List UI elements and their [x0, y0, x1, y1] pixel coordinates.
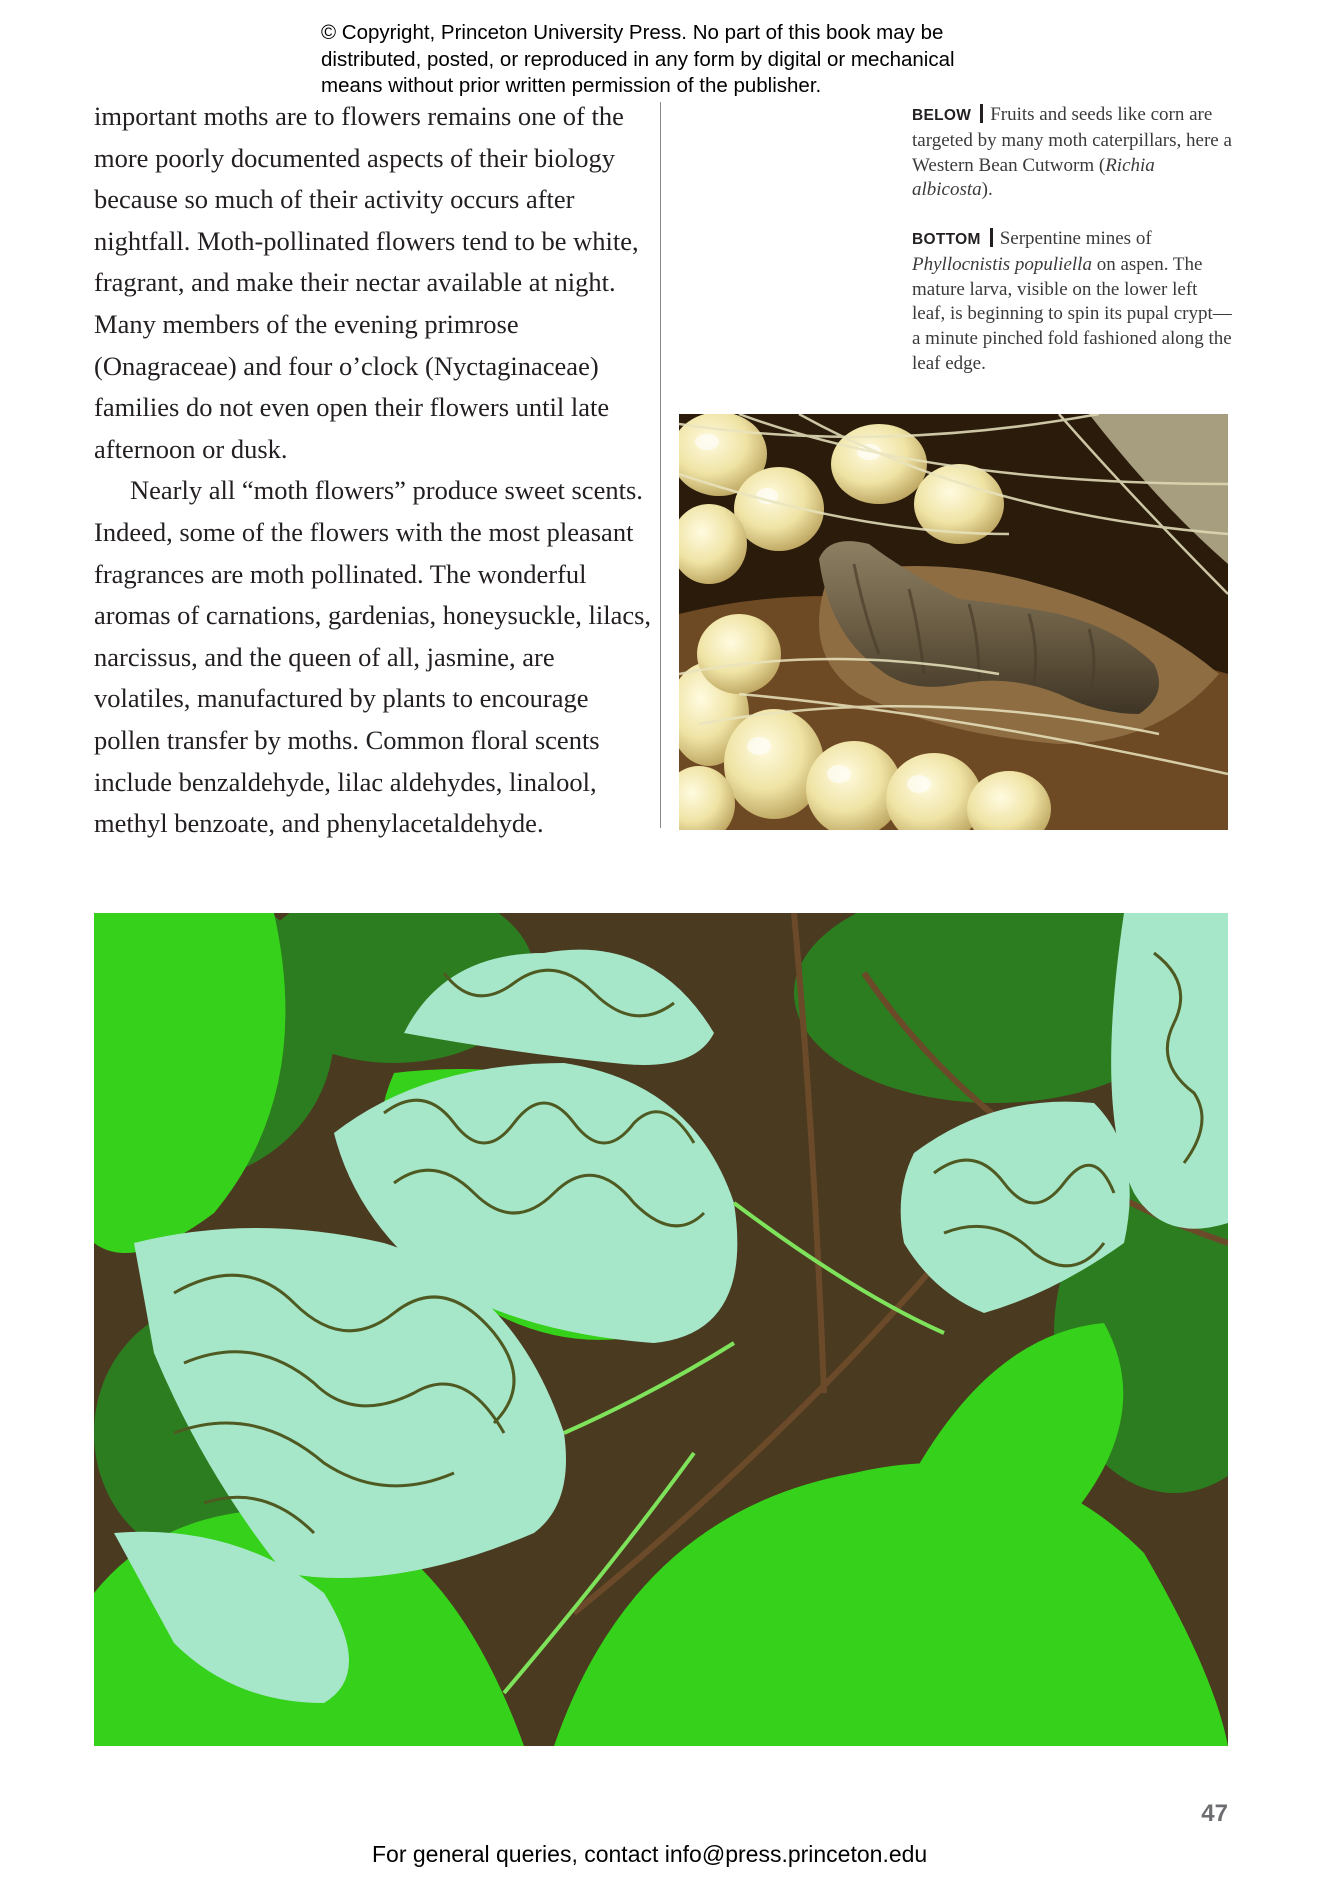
copyright-line: © Copyright, Princeton University Press. No part of this book may be	[321, 21, 944, 44]
caption-bottom	[912, 227, 1232, 377]
caption-below-species: Richia albicosta	[912, 154, 1155, 201]
body-paragraph-2: Nearly all “moth flowers” produce sweet scents. Indeed, some of the flowers with the most pleasant fragrances are moth pollinated. The wonderful aromas of carnations, gardenias, honeysuckle, lilacs, narcissus, and the queen of all, jasmine, are volatiles, manufactured by plants to encourage pollen transfer by moths. Common floral scents include benzaldehyde, lilac aldehydes, linalool, methyl benzoate, and phenylacetaldehyde.	[94, 475, 652, 839]
caption-bottom-rest: on aspen. The mature larva, visible on the lower left leaf, is beginning to spin its pupal crypt—a minute pinched fold fashioned along the leaf edge.	[912, 253, 1232, 374]
aspen-leaves-illustration	[94, 913, 1228, 1746]
column-divider	[660, 102, 661, 828]
body-paragraph-1: important moths are to flowers remains one of the more poorly documented aspects of their biology because so much of their activity occurs after nightfall. Moth-pollinated flowers tend to be white, fragrant, and make their nectar available at night. Many members of the evening primrose (Onagraceae) and four o’clock (Nyctaginaceae) families do not even open their flowers until late afternoon or dusk.	[94, 101, 639, 464]
page-number: 47	[1201, 1800, 1228, 1827]
corn-cutworm-illustration	[679, 414, 1228, 830]
caption-separator-bar	[990, 228, 993, 247]
caption-below-end: ).	[981, 179, 993, 201]
corn-cutworm-photo	[679, 414, 1228, 830]
copyright-line: distributed, posted, or reproduced in any form by digital or mechanical	[321, 47, 955, 71]
caption-bottom-label: BOTTOM	[912, 231, 981, 248]
footer-contact: For general queries, contact info@press.princeton.edu	[372, 1841, 928, 1867]
copyright-line: means without prior written permission of the publisher.	[321, 74, 822, 97]
caption-bottom-species: Phyllocnistis populiella	[912, 253, 1092, 275]
main-body-text	[94, 96, 654, 845]
copyright-notice	[321, 20, 1041, 100]
caption-below-text: Fruits and seeds like corn are targeted by many moth caterpillars, here a Western Bean Cutworm (	[912, 104, 1232, 176]
aspen-leaf-mines-photo	[94, 913, 1228, 1746]
caption-separator-bar	[980, 104, 983, 123]
caption-below-label: BELOW	[912, 107, 972, 124]
caption-below	[912, 103, 1232, 203]
caption-bottom-text: Serpentine mines of	[999, 228, 1152, 249]
